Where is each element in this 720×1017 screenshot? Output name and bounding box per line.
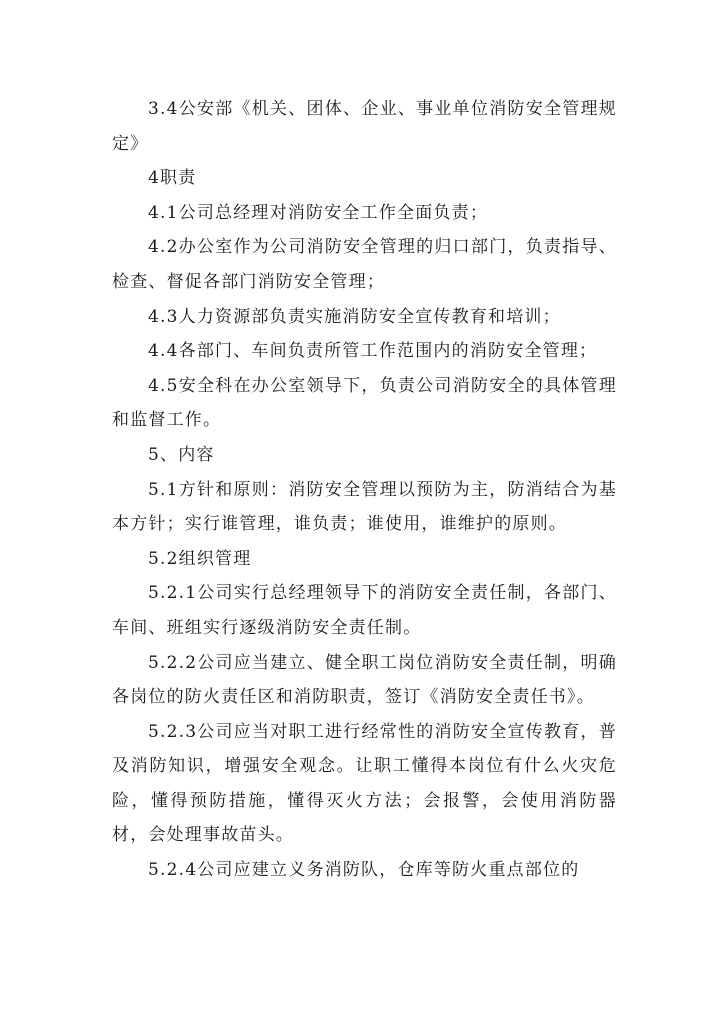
- paragraph-5-2-3: 5.2.3公司应当对职工进行经常性的消防安全宣传教育，普及消防知识，增强安全观念。让职工懂得本岗位有什么火灾危险，懂得预防措施，懂得灭火方法；会报警，会使用消防器材，会处理事故苗头。: [112, 721, 617, 846]
- paragraph-5-2-4: 5.2.4公司应建立义务消防队，仓库等防火重点部位的: [148, 860, 580, 881]
- heading-4-responsibilities: 4职责: [148, 168, 197, 189]
- paragraph-5-2-2: 5.2.2公司应当建立、健全职工岗位消防安全责任制，明确各岗位的防火责任区和消防职责，签订《消防安全责任书》。: [112, 652, 617, 708]
- paragraph-4-1: 4.1公司总经理对消防安全工作全面负责；: [148, 202, 489, 223]
- document-body: [112, 92, 617, 888]
- paragraph-5-2-1: 5.2.1公司实行总经理领导下的消防安全责任制，各部门、车间、班组实行逐级消防安全责任制。: [112, 583, 617, 638]
- heading-5-content: 5、内容: [148, 444, 215, 465]
- paragraph-4-5: 4.5安全科在办公室领导下，负责公司消防安全的具体管理和监督工作。: [112, 375, 617, 431]
- paragraph-4-4: 4.4各部门、车间负责所管工作范围内的消防安全管理；: [148, 341, 598, 362]
- paragraph-3-4: 3.4公安部《机关、团体、企业、事业单位消防安全管理规定》: [112, 99, 617, 154]
- paragraph-4-2: 4.2办公室作为公司消防安全管理的归口部门，负责指导、检查、督促各部门消防安全管理；: [112, 237, 617, 292]
- paragraph-5-1: 5.1方针和原则：消防安全管理以预防为主，防消结合为基本方针；实行谁管理，谁负责；谁使用，谁维护的原则。: [112, 479, 617, 535]
- paragraph-4-3: 4.3人力资源部负责实施消防安全宣传教育和培训；: [148, 306, 561, 327]
- heading-5-2: 5.2组织管理: [148, 548, 252, 569]
